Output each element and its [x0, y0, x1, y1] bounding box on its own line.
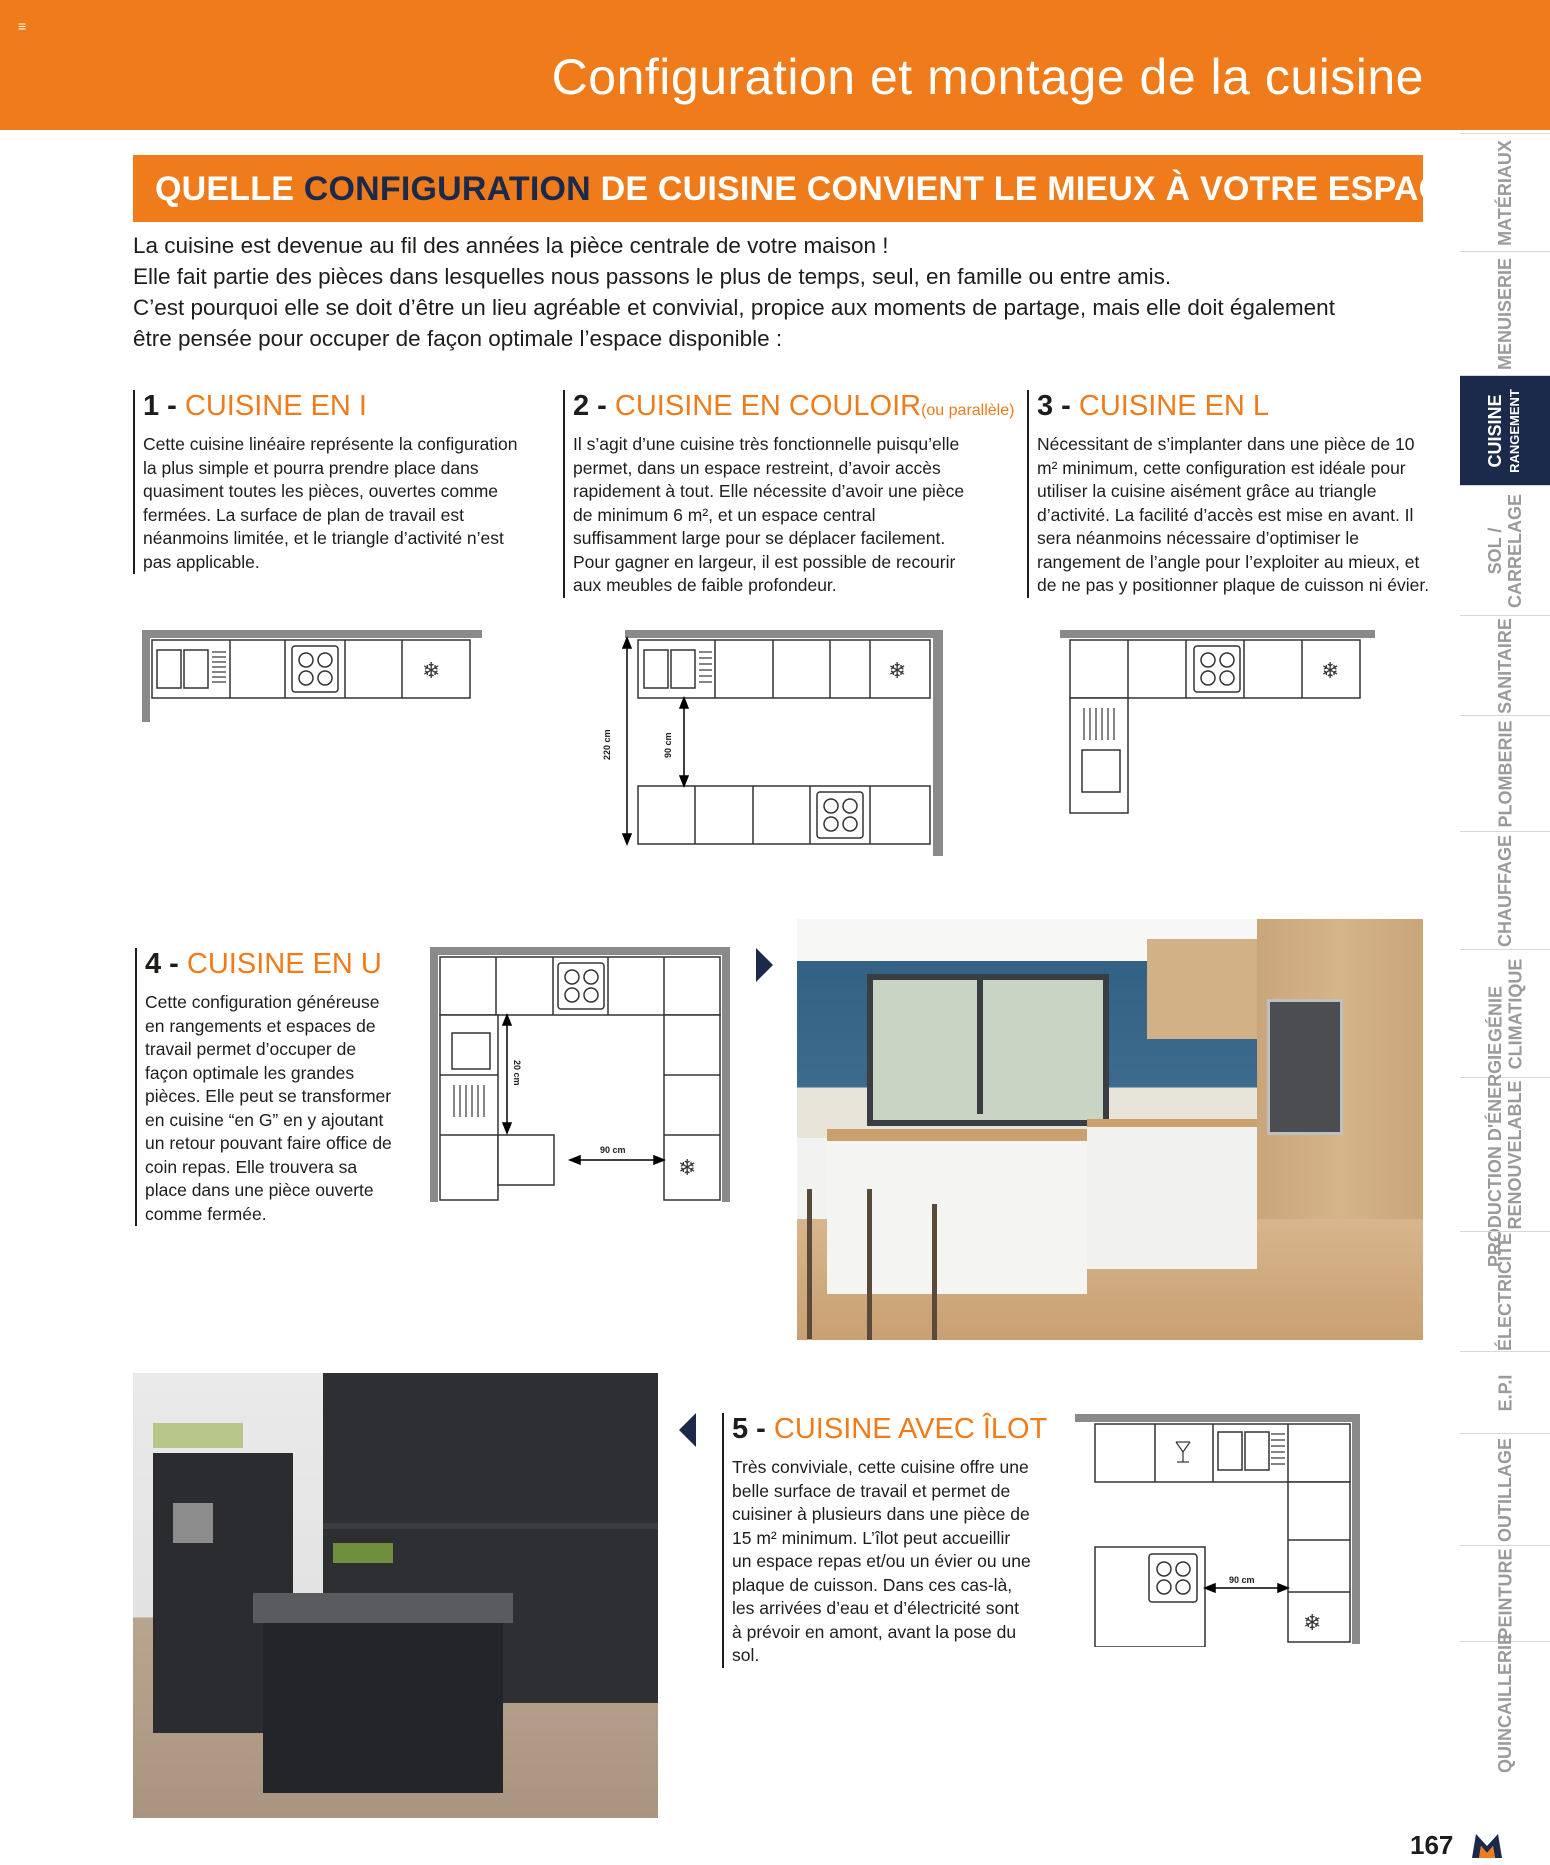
nav-item-main-label: CHAUFFAGE	[1495, 835, 1515, 947]
nav-item-label	[1495, 835, 1515, 947]
hamburger-icon[interactable]: ≡	[18, 18, 27, 34]
nav-item-main-label: QUINCAILLERIE	[1495, 1632, 1516, 1774]
section-number: 3 -	[1037, 390, 1079, 422]
section-title	[1037, 390, 1437, 423]
nav-item-13[interactable]	[1460, 1632, 1550, 1774]
dimension-label-inner: 90 cm	[663, 732, 673, 758]
section-cuisine-en-i	[133, 390, 523, 574]
nav-item-sub-label: CARRELAGE	[1505, 493, 1526, 609]
nav-item-label	[1495, 720, 1515, 827]
nav-item-main-label: SOL /	[1485, 527, 1506, 575]
nav-item-sub-label: RANGEMENT	[1507, 389, 1522, 473]
section-name: CUISINE EN COULOIR	[614, 390, 922, 422]
section-cuisine-en-u	[135, 948, 395, 1226]
arrow-left-icon	[679, 1413, 696, 1447]
plan-cuisine-en-couloir	[605, 628, 945, 858]
page-number: 167	[1410, 1830, 1454, 1860]
nav-item-main-label: MATÉRIAUX	[1495, 140, 1516, 246]
brand-logo	[1472, 1834, 1502, 1863]
nav-item-2[interactable]	[1460, 375, 1550, 486]
section-number: 1 -	[143, 390, 185, 422]
nav-item-sub-label: CLIMATIQUE	[1505, 958, 1525, 1070]
nav-item-sub-label: RENOUVELABLE	[1505, 1080, 1526, 1230]
section-description: Nécessitant de s’implanter dans une pièce de 10 m² minimum, cette configuration est idéale pour utiliser la cuisine aisément grâce au triangle d’activité. La facilité d’accès est mise en avant. Il sera néanmoins nécessaire d’optimiser le rangement de l’angle pour l’exploiter au mieux, et de ne pas y positionner plaque de cuisson ni évier.	[1037, 434, 1430, 595]
nav-item-8[interactable]	[1460, 1042, 1550, 1268]
nav-item-main-label: CUISINE	[1485, 394, 1505, 468]
section-description: Cette configuration généreuse en rangements et espaces de travail permet d’occuper de façon optimale les grandes pièces. Elle peut se transformer en cuisine “en G” en y ajoutant un retour pouvant faire office de coin repas. Elle trouvera sa place dans une pièce ouverte comme fermée.	[145, 992, 392, 1224]
snowflake-icon: ❄	[1303, 1611, 1322, 1636]
section-title	[732, 1413, 1048, 1446]
nav-item-label	[1495, 258, 1515, 370]
nav-item-3[interactable]	[1460, 485, 1550, 616]
nav-item-label	[1495, 140, 1515, 246]
nav-item-0[interactable]	[1460, 133, 1550, 252]
page-title: Configuration et montage de la cuisine	[551, 49, 1424, 105]
nav-item-label	[1495, 1633, 1515, 1773]
section-cuisine-avec-ilot	[722, 1413, 1048, 1668]
nav-item-5[interactable]	[1460, 715, 1550, 832]
snowflake-icon: ❄	[678, 1156, 697, 1181]
nav-item-main-label: PEINTURE	[1495, 1548, 1516, 1640]
plan-cuisine-en-l	[1058, 628, 1378, 818]
dimension-label-outer: 220 cm	[602, 729, 612, 760]
nav-item-main-label: E.P.I	[1494, 1374, 1515, 1412]
dimension-label-horizontal: 90 cm	[600, 1145, 626, 1155]
heading-part2: DE CUISINE CONVIENT LE MIEUX À VOTRE ESPACE ?	[590, 170, 1497, 208]
section-number: 2 -	[573, 390, 615, 422]
section-cuisine-en-l	[1027, 390, 1437, 598]
heading-part1: QUELLE	[155, 170, 304, 208]
intro-line-1: La cuisine est devenue au fil des années la pièce centrale de votre maison !	[133, 233, 889, 258]
section-name: CUISINE EN U	[186, 948, 382, 980]
section-title	[143, 390, 523, 423]
nav-item-label	[1485, 494, 1525, 608]
nav-item-main-label: GÉNIE	[1485, 986, 1505, 1043]
nav-item-main-label: PRODUCTION D'ÉNERGIE	[1485, 1042, 1506, 1268]
section-description: Cette cuisine linéaire représente la configuration la plus simple et pourra prendre place dans quasiment toutes les pièces, ouvertes comme fermées. La surface de plan de travail est néanmoins limitée, et le triangle d’activité n’est pas applicable.	[143, 434, 518, 572]
snowflake-icon: ❄	[422, 659, 441, 684]
section-number: 5 -	[732, 1413, 774, 1445]
section-subtitle: (ou parallèle)	[921, 402, 1015, 419]
nav-item-label	[1495, 1233, 1515, 1351]
nav-item-label	[1495, 1548, 1515, 1639]
section-name: CUISINE AVEC ÎLOT	[773, 1413, 1048, 1445]
intro-line-2: Elle fait partie des pièces dans lesquelles nous passons le plus de temps, seul, en famille ou entre amis.	[133, 264, 1172, 289]
nav-item-label	[1485, 389, 1525, 473]
nav-item-main-label: ÉLECTRICITÉ	[1495, 1232, 1516, 1352]
nav-item-1[interactable]	[1460, 251, 1550, 376]
side-nav	[1460, 133, 1550, 1803]
nav-item-label	[1495, 1438, 1515, 1542]
arrow-right-icon	[756, 948, 773, 982]
nav-item-main-label: OUTILLAGE	[1495, 1438, 1515, 1542]
intro-line-3: C’est pourquoi elle se doit d’être un lieu agréable et convivial, propice aux moments de partage, mais elle doit également être pensée pour occuper de façon optimale l’espace disponible :	[133, 295, 1335, 351]
nav-item-11[interactable]	[1460, 1433, 1550, 1546]
heading-highlight: CONFIGURATION	[303, 170, 591, 208]
nav-item-12[interactable]	[1460, 1545, 1550, 1642]
section-name: CUISINE EN L	[1078, 390, 1270, 422]
section-heading	[155, 170, 1497, 209]
intro-text	[133, 230, 1373, 354]
nav-item-9[interactable]	[1460, 1231, 1550, 1352]
plan-cuisine-en-i	[140, 628, 485, 728]
section-title	[573, 390, 1015, 423]
nav-item-10[interactable]	[1460, 1351, 1550, 1434]
section-cuisine-en-couloir	[563, 390, 1015, 598]
plan-cuisine-en-u	[428, 945, 733, 1205]
dimension-label-island: 90 cm	[1229, 1575, 1255, 1585]
nav-item-main-label: PLOMBERIE	[1495, 720, 1516, 828]
section-number: 4 -	[145, 948, 187, 980]
snowflake-icon: ❄	[1321, 659, 1340, 684]
plan-cuisine-avec-ilot	[1073, 1412, 1363, 1647]
section-description: Très conviviale, cette cuisine offre une belle surface de travail et permet de cuisiner à plusieurs dans une pièce de 15 m² minimum. L’îlot peut accueillir un espace repas et/ou un évier ou une plaque de cuisson. Dans ces cas-là, les arrivées d’eau et d’électricité sont à prévoir en amont, avant la pose du sol.	[732, 1457, 1031, 1665]
photo-island-kitchen	[133, 1373, 658, 1818]
snowflake-icon: ❄	[888, 659, 907, 684]
nav-item-4[interactable]	[1460, 615, 1550, 716]
section-description: Il s’agit d’une cuisine très fonctionnelle puisqu’elle permet, dans un espace restreint, d’avoir accès rapidement à tout. Elle nécessite d’avoir une pièce de minimum 6 m², et un espace central suffisamment large pour se déplacer facilement. Pour gagner en largeur, il est possible de recourir aux meubles de faible profondeur.	[573, 434, 965, 595]
nav-item-label	[1495, 1375, 1515, 1412]
nav-item-main-label: SANITAIRE	[1495, 618, 1516, 714]
section-title	[145, 948, 395, 981]
dimension-label-vertical: 20 cm	[512, 1060, 522, 1086]
nav-item-6[interactable]	[1460, 831, 1550, 950]
section-name: CUISINE EN I	[184, 390, 367, 422]
nav-item-main-label: MENUISERIE	[1495, 257, 1515, 371]
photo-u-kitchen	[797, 919, 1423, 1340]
nav-item-label	[1495, 618, 1515, 714]
